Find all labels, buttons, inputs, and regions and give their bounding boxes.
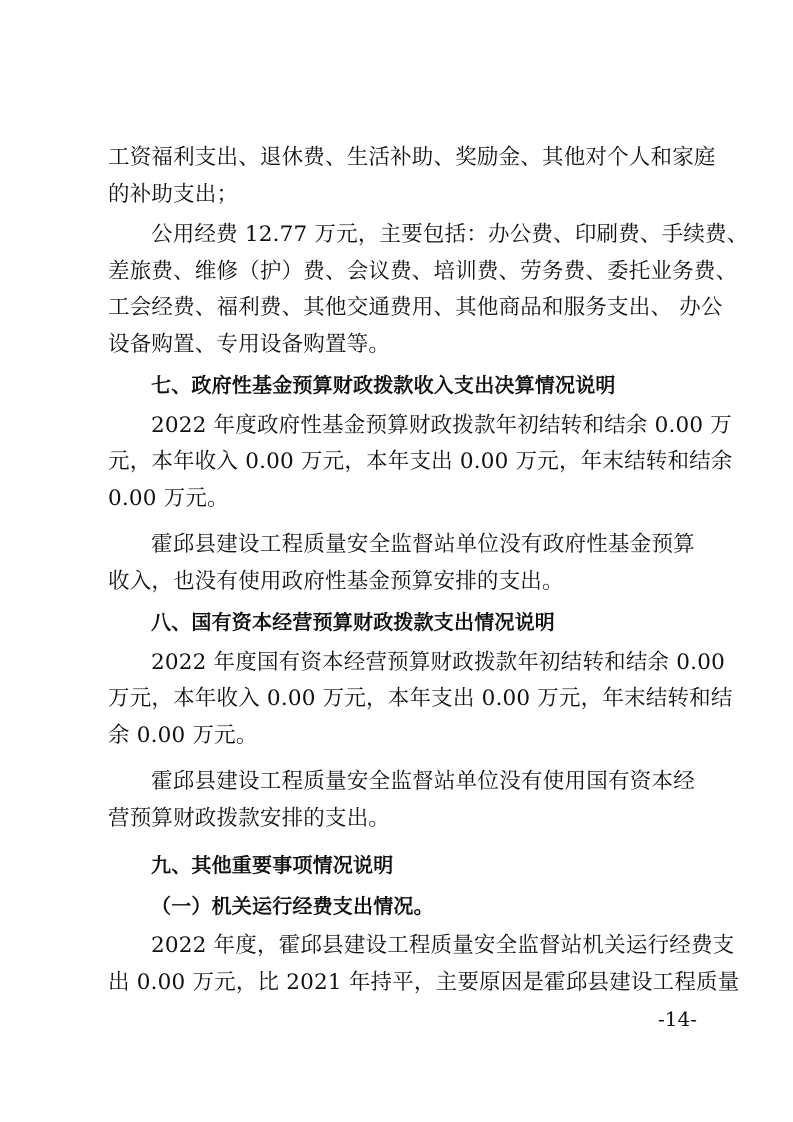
text-line: 差旅费、维修（护）费、会议费、培训费、劳务费、委托业务费、 bbox=[108, 258, 738, 284]
text-line: 2022 年度国有资本经营预算财政拨款年初结转和结余 0.00 bbox=[151, 649, 725, 675]
page-number: -14- bbox=[658, 1007, 697, 1031]
text-line: 0.00 万元。 bbox=[108, 485, 229, 511]
subsection-heading: （一）机关运行经费支出情况。 bbox=[151, 893, 434, 918]
text-line: 收入，也没有使用政府性基金预算安排的支出。 bbox=[108, 568, 564, 594]
text-line: 工会经费、福利费、其他交通费用、其他商品和服务支出、 办公 bbox=[108, 295, 723, 320]
text-line: 公用经费 12.77 万元，主要包括：办公费、印刷费、手续费、 bbox=[151, 222, 749, 247]
text-line: 的补助支出； bbox=[108, 181, 239, 207]
text-line: 工资福利支出、退休费、生活补助、奖励金、其他对个人和家庭 bbox=[108, 145, 716, 170]
text-line: 霍邱县建设工程质量安全监督站单位没有使用国有资本经 bbox=[151, 769, 695, 794]
text-line: 2022 年度，霍邱县建设工程质量安全监督站机关运行经费支 bbox=[151, 933, 735, 958]
document-body bbox=[108, 140, 749, 1001]
text-line: 2022 年度政府性基金预算财政拨款年初结转和结余 0.00 万 bbox=[151, 412, 732, 438]
section-heading: 八、国有资本经营预算财政拨款支出情况说明 bbox=[151, 610, 555, 634]
text-line: 余 0.00 万元。 bbox=[108, 722, 258, 748]
text-line: 设备购置、专用设备购置等。 bbox=[108, 331, 391, 357]
text-line: 出 0.00 万元，比 2021 年持平，主要原因是霍邱县建设工程质量 bbox=[108, 969, 740, 995]
text-line: 万元，本年收入 0.00 万元，本年支出 0.00 万元，年末结转和结 bbox=[108, 686, 733, 711]
text-line: 元，本年收入 0.00 万元，本年支出 0.00 万元，年末结转和结余 bbox=[108, 449, 733, 474]
section-heading: 七、政府性基金预算财政拨款收入支出决算情况说明 bbox=[151, 373, 616, 397]
section-heading: 九、其他重要事项情况说明 bbox=[151, 853, 394, 877]
text-line: 营预算财政拨款安排的支出。 bbox=[108, 805, 391, 831]
text-line: 霍邱县建设工程质量安全监督站单位没有政府性基金预算 bbox=[151, 532, 695, 557]
